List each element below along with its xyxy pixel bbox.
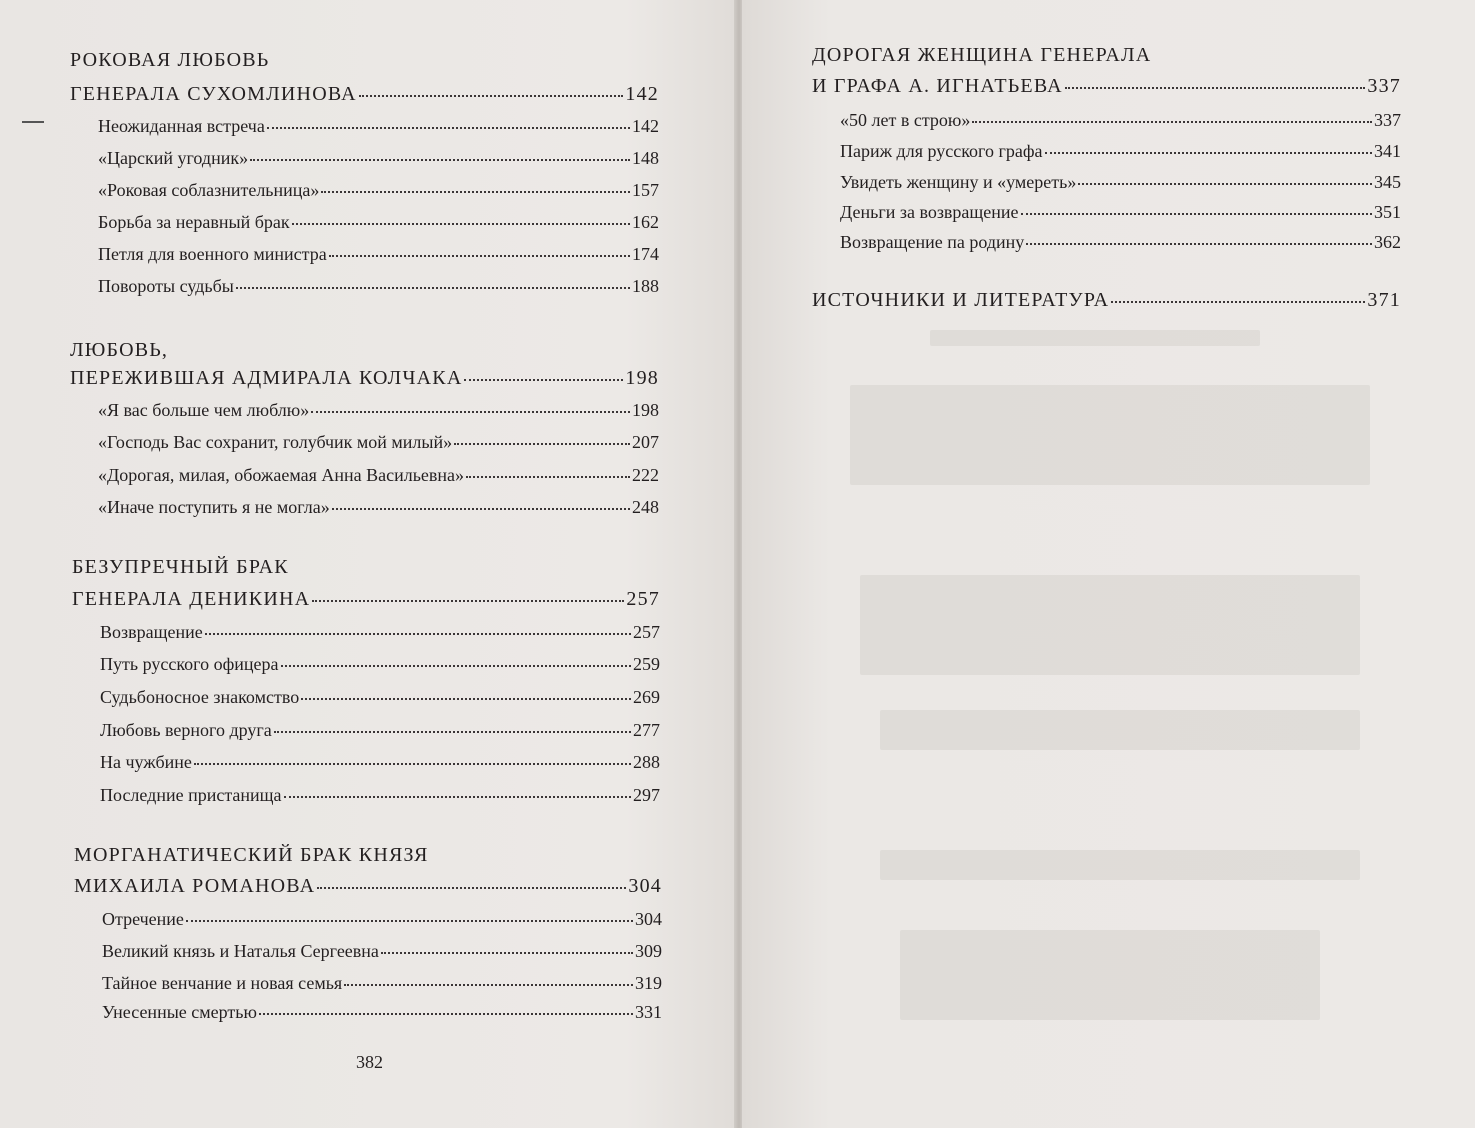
entry-title: Великий князь и Наталья Сергеевна — [102, 941, 379, 961]
toc-row — [102, 941, 662, 962]
page-number: 248 — [632, 497, 659, 517]
page-number: 174 — [632, 244, 659, 264]
toc-row — [840, 232, 1401, 253]
page-number: 269 — [633, 687, 660, 707]
section-title: БЕЗУПРЕЧНЫЙ БРАК — [72, 556, 289, 578]
page-number: 162 — [632, 212, 659, 232]
entry-title: «Дорогая, милая, обожаемая Анна Васильевна» — [98, 465, 465, 485]
section-title: ЛЮБОВЬ, — [70, 339, 169, 361]
page-number: 257 — [626, 588, 660, 610]
page-number: 371 — [1367, 289, 1401, 311]
entry-title: «Роковая соблазнительница» — [98, 180, 320, 200]
toc-row — [102, 1002, 662, 1023]
page-number: 157 — [632, 180, 659, 200]
page-number: 257 — [633, 622, 660, 642]
page-number: 304 — [635, 909, 662, 929]
show-through-text — [860, 575, 1360, 675]
page-number: 288 — [633, 752, 660, 772]
entry-title: Отречение — [102, 909, 184, 929]
entry-title: Унесенные смертью — [102, 1002, 257, 1022]
toc-row — [100, 785, 660, 806]
toc-row-section — [70, 83, 659, 106]
entry-title: На чужбине — [100, 752, 192, 772]
entry-title: Любовь верного друга — [100, 720, 272, 740]
show-through-text — [850, 385, 1370, 485]
entry-title: Повороты судьбы — [98, 276, 234, 296]
toc-row — [98, 465, 659, 486]
toc-row-section — [812, 75, 1401, 98]
toc-row-section — [812, 289, 1401, 312]
page-number: 198 — [632, 400, 659, 420]
toc-row — [98, 400, 659, 421]
show-through-text — [880, 710, 1360, 750]
entry-title: Петля для военного министра — [98, 244, 327, 264]
show-through-text — [880, 850, 1360, 880]
toc-row — [100, 622, 660, 643]
page-number: 142 — [625, 83, 659, 105]
entry-title: Последние пристанища — [100, 785, 282, 805]
page-number: 188 — [632, 276, 659, 296]
section-title: МОРГАНАТИЧЕСКИЙ БРАК КНЯЗЯ — [74, 844, 429, 866]
page-number: 319 — [635, 973, 662, 993]
entry-title: Деньги за возвращение — [840, 202, 1019, 222]
toc-row — [100, 687, 660, 708]
entry-title: Тайное венчание и новая семья — [102, 973, 343, 993]
toc-row — [98, 116, 659, 137]
page-number: 341 — [1374, 141, 1401, 161]
toc-row — [840, 172, 1401, 193]
toc-row — [100, 654, 660, 675]
show-through-text — [900, 930, 1320, 1020]
toc-row — [98, 276, 659, 297]
entry-title: «Я вас больше чем люблю» — [98, 400, 310, 420]
section-title: ДОРОГАЯ ЖЕНЩИНА ГЕНЕРАЛА — [812, 44, 1152, 66]
entry-title: Увидеть женщину и «умереть» — [840, 172, 1077, 192]
page-number: 362 — [1374, 232, 1401, 252]
page-number: 198 — [625, 367, 659, 389]
toc-row — [98, 497, 659, 518]
page-number: 337 — [1374, 110, 1401, 130]
section-title: МИХАИЛА РОМАНОВА — [74, 875, 316, 897]
toc-row-section — [72, 588, 660, 611]
section-title: ГЕНЕРАЛА СУХОМЛИНОВА — [70, 83, 357, 105]
page-number: 337 — [1367, 75, 1401, 97]
toc-row — [98, 212, 659, 233]
toc-row-section — [74, 875, 662, 898]
toc-row — [98, 148, 659, 169]
page-number: 207 — [632, 432, 659, 452]
page-number-footer: 382 — [356, 1052, 383, 1072]
section-title: РОКОВАЯ ЛЮБОВЬ — [70, 49, 270, 71]
section-title: И ГРАФА А. ИГНАТЬЕВА — [812, 75, 1063, 97]
page-number: 297 — [633, 785, 660, 805]
entry-title: «Господь Вас сохранит, голубчик мой милый» — [98, 432, 453, 452]
page-number: 331 — [635, 1002, 662, 1022]
entry-title: Париж для русского графа — [840, 141, 1043, 161]
page-number: 351 — [1374, 202, 1401, 222]
entry-title: Возвращение — [100, 622, 203, 642]
toc-row — [100, 720, 660, 741]
page-number: 304 — [628, 875, 662, 897]
entry-title: «Иначе поступить я не могла» — [98, 497, 330, 517]
entry-title: «50 лет в строю» — [840, 110, 971, 130]
toc-row — [100, 752, 660, 773]
page-number: 142 — [632, 116, 659, 136]
toc-row — [102, 909, 662, 930]
toc-row — [98, 180, 659, 201]
show-through-text — [930, 330, 1260, 346]
page-number: 309 — [635, 941, 662, 961]
toc-row — [840, 141, 1401, 162]
section-title: ИСТОЧНИКИ И ЛИТЕРАТУРА — [812, 289, 1110, 311]
toc-row — [98, 432, 659, 453]
page-number: 277 — [633, 720, 660, 740]
toc-row — [840, 110, 1401, 131]
section-title: ПЕРЕЖИВШАЯ АДМИРАЛА КОЛЧАКА — [70, 367, 463, 389]
page-number: 259 — [633, 654, 660, 674]
entry-title: Судьбоносное знакомство — [100, 687, 300, 707]
toc-row — [102, 973, 662, 994]
entry-title: Борьба за неравный брак — [98, 212, 290, 232]
page-number: 148 — [632, 148, 659, 168]
toc-row — [98, 244, 659, 265]
section-title: ГЕНЕРАЛА ДЕНИКИНА — [72, 588, 311, 610]
page-number: 345 — [1374, 172, 1401, 192]
entry-title: Неожиданная встреча — [98, 116, 265, 136]
toc-row — [840, 202, 1401, 223]
page-number: 222 — [632, 465, 659, 485]
entry-title: «Царский угодник» — [98, 148, 249, 168]
toc-row-section — [70, 367, 659, 390]
entry-title: Путь русского офицера — [100, 654, 279, 674]
entry-title: Возвращение па родину — [840, 232, 1025, 252]
margin-mark — [22, 121, 44, 123]
